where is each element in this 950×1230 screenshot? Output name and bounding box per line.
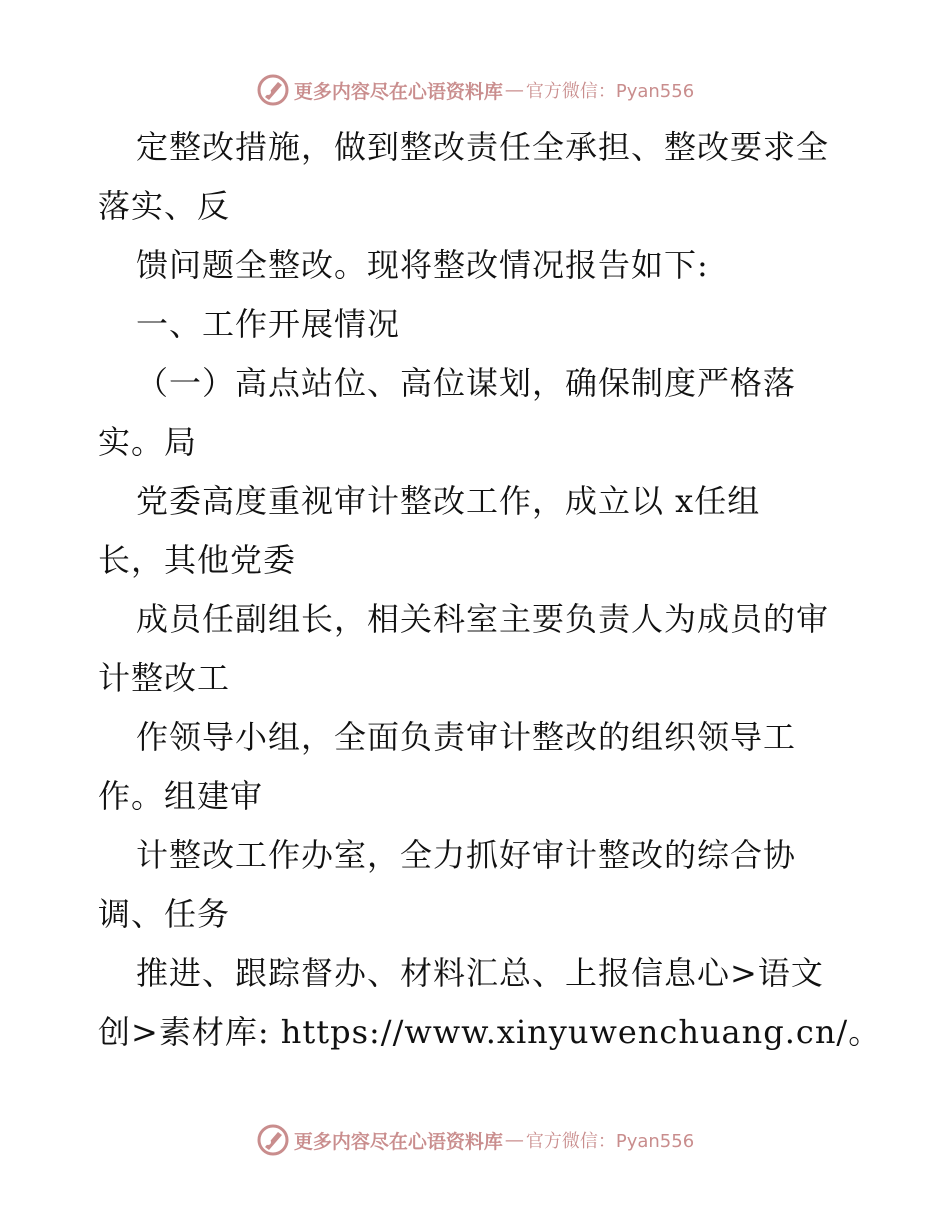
text-line: 成员任副组长，相关科室主要负责人为成员的审 (136, 600, 830, 638)
text-line: 长，其他党委 (98, 541, 297, 579)
document-body (98, 118, 888, 1062)
header-watermark-wechat: 官方微信：Pyan556 (525, 81, 695, 102)
text-line: 作领导小组，全面负责审计整改的组织领导工 (136, 718, 797, 756)
text-line: 落实、反 (98, 187, 231, 225)
text-line: 计整改工作办室，全力抓好审计整改的综合协 (136, 836, 797, 874)
footer-watermark-text: 更多内容尽在心语资料库 (293, 1130, 503, 1153)
text-line: 调、任务 (98, 895, 231, 933)
section-heading: 一、工作开展情况 (136, 305, 401, 343)
logo-icon (256, 1123, 290, 1157)
text-line: 创>素材库: https://www.xinyuwenchuang.cn/。 (98, 1013, 882, 1051)
text-line: 作。组建审 (98, 777, 264, 815)
footer-watermark-wechat: 官方微信：Pyan556 (525, 1131, 695, 1152)
footer-watermark-dash: — (504, 1129, 524, 1151)
logo-icon (256, 73, 290, 107)
text-line: 推进、跟踪督办、材料汇总、上报信息心>语文 (136, 954, 824, 992)
text-line: 党委高度重视审计整改工作，成立以 x任组 (136, 482, 761, 520)
footer-watermark (0, 1120, 950, 1160)
text-line: 实。局 (98, 423, 198, 461)
header-watermark (0, 70, 950, 110)
text-line: 计整改工 (98, 659, 231, 697)
header-watermark-text: 更多内容尽在心语资料库 (293, 80, 503, 103)
subsection-heading: （一）高点站位、高位谋划，确保制度严格落 (136, 364, 797, 402)
text-line: 馈问题全整改。现将整改情况报告如下: (136, 246, 709, 284)
text-line: 定整改措施，做到整改责任全承担、整改要求全 (136, 128, 830, 166)
header-watermark-dash: — (504, 79, 524, 101)
